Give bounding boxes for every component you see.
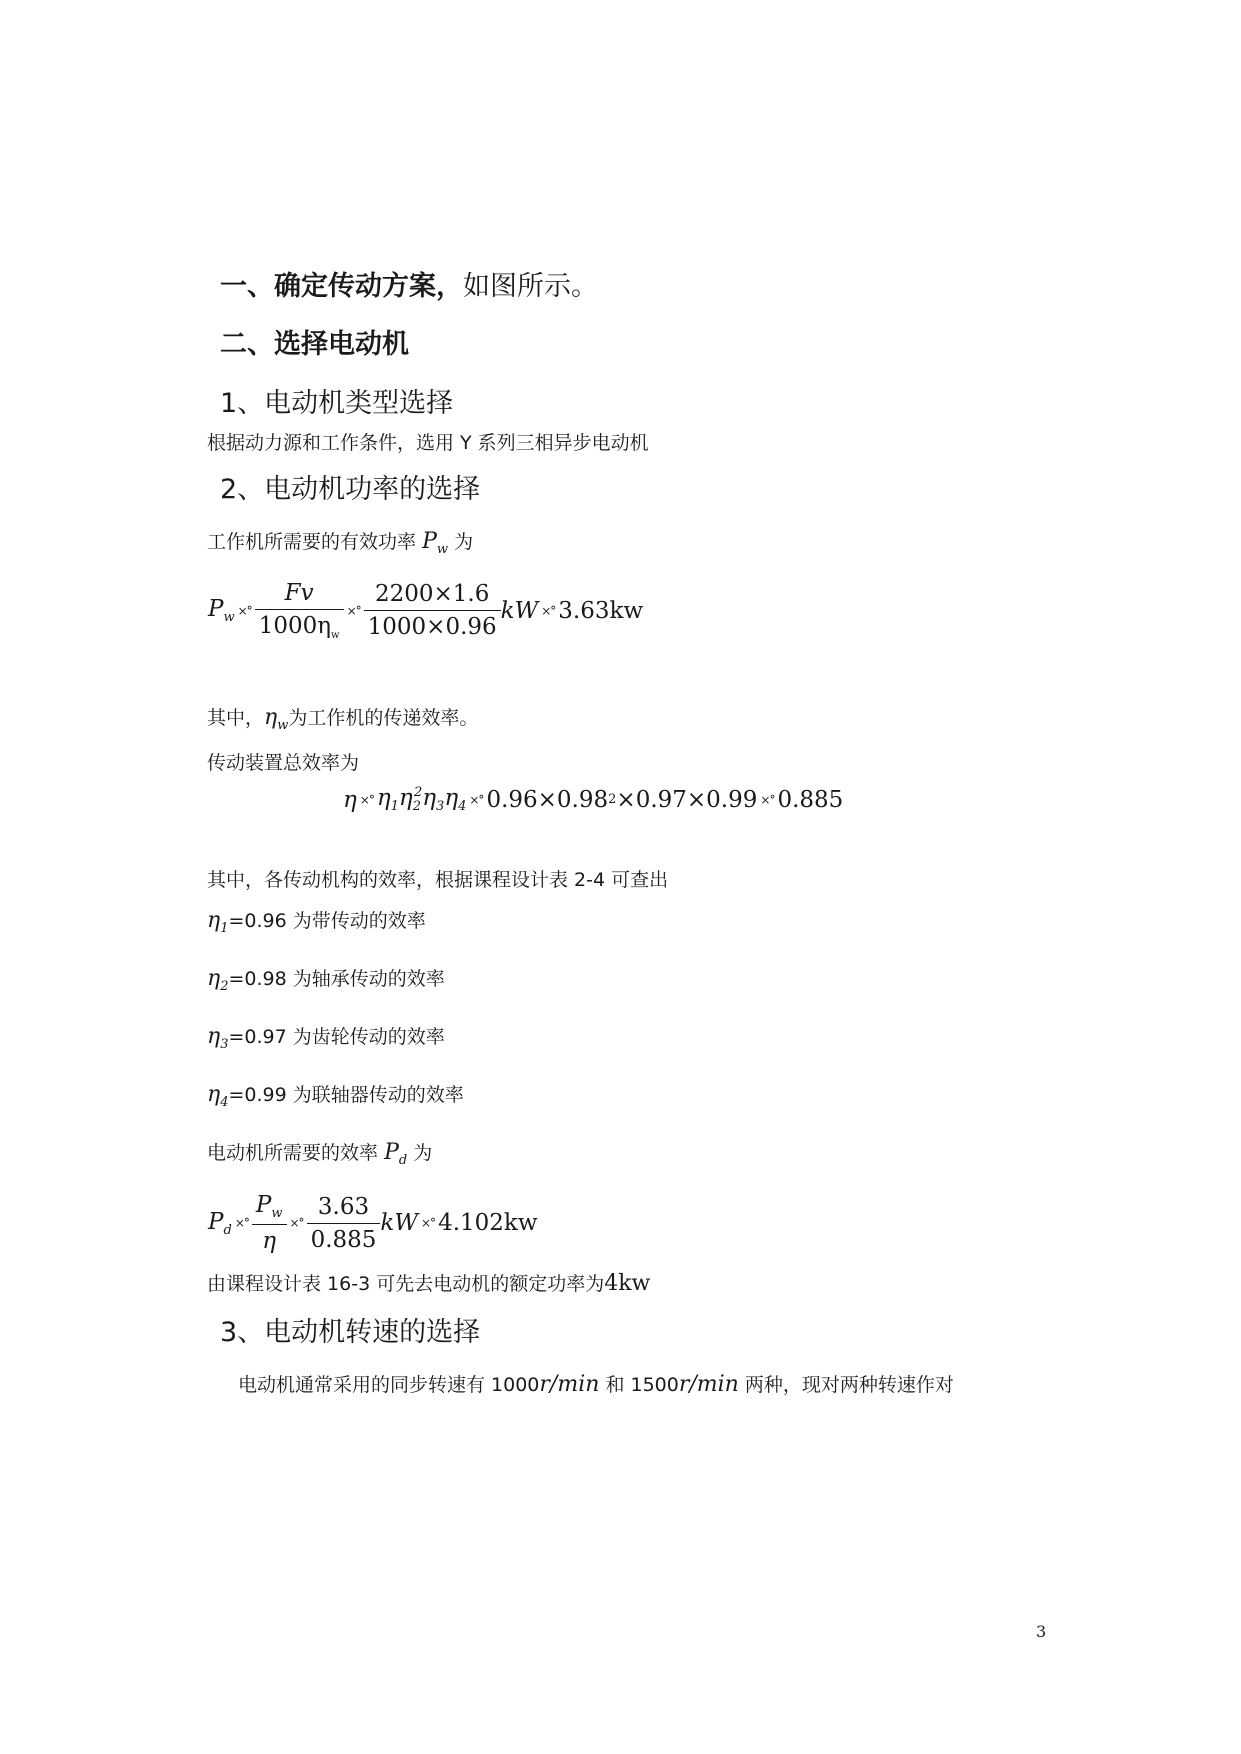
formula-pw-lhs-sub: w xyxy=(223,610,235,625)
eta-sub: 3 xyxy=(220,1037,229,1052)
formula-pw-lhs xyxy=(208,596,235,625)
eta-symbol: $\eta_3$ xyxy=(207,1024,229,1052)
efficiency-item xyxy=(207,1080,464,1110)
formula-pw-lhs-symbol: P xyxy=(208,596,224,622)
formula-eta-power: 2 xyxy=(608,792,617,807)
formula-eta-product-symbols: $\eta_1\eta_2^2\eta_3\eta_4$ xyxy=(376,785,467,814)
pw-symbol-sub: w xyxy=(436,542,449,557)
formula-glitch-8: ×° xyxy=(289,1216,304,1230)
eta-w-note-pre: 其中， xyxy=(207,707,265,729)
table-note: 其中，各传动机构的效率，根据课程设计表 2-4 可查出 xyxy=(207,869,669,891)
pw-intro-post: 为 xyxy=(454,531,474,553)
motor-type-text: 根据动力源和工作条件，选用 Y 系列三相异步电动机 xyxy=(207,432,649,454)
total-eff-intro: 传动装置总效率为 xyxy=(207,752,360,774)
section-heading-2-text: 二、选择电动机 xyxy=(220,329,409,360)
efficiency-text: =0.99 为联轴器传动的效率 xyxy=(228,1084,464,1106)
formula-pd xyxy=(208,1192,538,1254)
speed-text-pre: 电动机通常采用的同步转速有 1000 xyxy=(238,1374,540,1396)
subsection-title-2: 2、电动机功率的选择 xyxy=(220,474,481,505)
eta-symbol: $\eta_1$ xyxy=(207,908,229,936)
formula-glitch-3: ×° xyxy=(541,603,556,618)
section-heading-1-rest: 如图所示。 xyxy=(463,271,598,302)
rated-power-pre: 由课程设计表 16-3 可先去电动机的额定功率为 xyxy=(207,1273,605,1295)
pd-symbol-sub: d xyxy=(398,1153,408,1168)
rated-power-value: 4kw xyxy=(604,1271,651,1296)
formula-pw-frac2-den: 1000×0.96 xyxy=(367,614,497,640)
rated-power-text xyxy=(207,1269,650,1296)
formula-glitch-2: ×° xyxy=(346,603,361,618)
formula-glitch-9: ×° xyxy=(421,1216,436,1230)
speed-unit-2: r/min xyxy=(678,1372,739,1397)
speed-unit-1: r/min xyxy=(539,1372,600,1397)
pd-intro-pre: 电动机所需要的效率 xyxy=(207,1142,379,1164)
pw-symbol: $P_w$ xyxy=(422,529,449,557)
formula-pd-result: 4.102kw xyxy=(438,1210,538,1236)
pd-intro-post: 为 xyxy=(413,1142,433,1164)
formula-pd-lhs xyxy=(208,1209,232,1238)
pd-intro xyxy=(207,1138,432,1168)
pd-symbol: $P_d$ xyxy=(384,1140,408,1168)
speed-text-post: 两种，现对两种转速作对 xyxy=(744,1374,954,1396)
formula-glitch-7: ×° xyxy=(234,1216,249,1230)
efficiency-item xyxy=(207,906,426,936)
formula-pd-frac2 xyxy=(307,1194,381,1253)
formula-pw-frac1-den-text: 1000η xyxy=(258,613,332,639)
formula-pw-frac2 xyxy=(364,581,501,640)
formula-pw-result: 3.63kw xyxy=(558,597,644,624)
formula-pd-lhs-sub: d xyxy=(223,1222,232,1238)
efficiency-text: =0.96 为带传动的效率 xyxy=(228,910,426,932)
formula-glitch-6: ×° xyxy=(760,792,775,807)
formula-pw-frac1-num: Fv xyxy=(255,580,344,610)
formula-glitch-1: ×° xyxy=(237,603,252,618)
formula-pd-frac1-num xyxy=(252,1192,287,1225)
formula-pd-frac1-num-text: P xyxy=(255,1192,272,1218)
section-heading-2 xyxy=(220,322,409,361)
pw-intro-pre: 工作机所需要的有效功率 xyxy=(207,531,417,553)
efficiency-text: =0.98 为轴承传动的效率 xyxy=(228,968,445,990)
formula-pd-unit: kW xyxy=(380,1210,418,1236)
efficiency-text: =0.97 为齿轮传动的效率 xyxy=(228,1026,445,1048)
speed-text xyxy=(238,1370,954,1397)
formula-eta-product-b: ×0.97×0.99 xyxy=(616,786,758,813)
formula-pw-frac2-num: 2200×1.6 xyxy=(364,581,501,611)
formula-pd-lhs-symbol: P xyxy=(208,1208,224,1235)
formula-pd-frac1-den: η xyxy=(262,1228,277,1254)
eta-w-note-post: 为工作机的传递效率。 xyxy=(288,707,479,729)
formula-glitch-5: ×° xyxy=(469,792,484,807)
section-heading-1-bold: 一、确定传动方案， xyxy=(220,271,463,302)
speed-text-mid: 和 1500 xyxy=(605,1374,679,1396)
formula-pw xyxy=(208,580,643,641)
formula-pd-frac1 xyxy=(252,1192,287,1254)
eta-w-symbol: $\eta_w$ xyxy=(264,705,289,733)
formula-pw-frac1-den xyxy=(255,610,344,641)
formula-eta-result: 0.885 xyxy=(777,786,844,813)
formula-eta-total xyxy=(343,785,843,814)
eta-sub: 4 xyxy=(220,1095,229,1110)
subsection-title-3: 3、电动机转速的选择 xyxy=(220,1317,481,1348)
pw-intro xyxy=(207,527,473,557)
formula-pd-frac1-num-sub: w xyxy=(271,1206,283,1221)
efficiency-item xyxy=(207,1022,445,1052)
formula-pd-frac2-den: 0.885 xyxy=(310,1226,377,1253)
formula-eta-product-a: 0.96×0.98 xyxy=(486,786,609,813)
formula-pw-frac1-den-sub: w xyxy=(331,630,340,641)
eta-symbol: $\eta_2$ xyxy=(207,966,229,994)
subsection-title-1: 1、电动机类型选择 xyxy=(220,388,454,419)
formula-pw-unit: kW xyxy=(500,597,539,624)
page-number: 3 xyxy=(1036,1622,1047,1641)
eta-sub: 1 xyxy=(220,921,229,936)
formula-pd-frac2-num: 3.63 xyxy=(307,1194,381,1224)
eta-sub: 2 xyxy=(220,979,229,994)
eta-w-note xyxy=(207,703,478,733)
section-heading-1 xyxy=(220,264,598,303)
formula-pw-frac1 xyxy=(255,580,344,641)
eta-w-symbol-sub: w xyxy=(277,718,289,733)
eta-symbol: $\eta_4$ xyxy=(207,1082,229,1110)
formula-eta-lhs: η xyxy=(343,786,357,813)
efficiency-item xyxy=(207,964,445,994)
formula-glitch-4: ×° xyxy=(359,792,374,807)
